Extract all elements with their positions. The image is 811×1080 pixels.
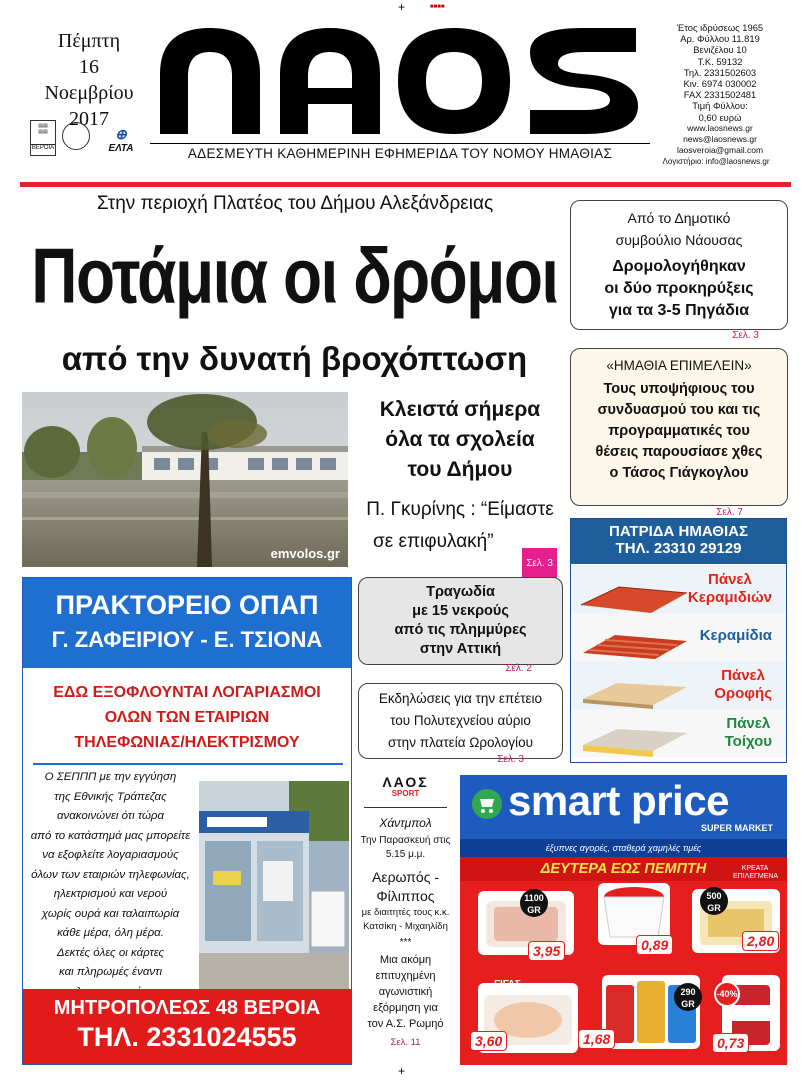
opap-body-line: κάθε μέρα, όλη μέρα. [57,927,164,939]
opap-message-line: ΟΛΩΝ ΤΩΝ ΕΤΑΙΡΙΩΝ [104,709,270,726]
sport-line: 5.15 μ.μ. [385,849,426,860]
opap-message-line: ΕΔΩ ΕΞΟΦΛΟΥΝΤΑΙ ΛΟΓΑΡΙΑΣΜΟΙ [53,684,321,701]
opap-message-line: ΤΗΛΕΦΩΝΙΑΣ/ΗΛΕΚΤΡΙΣΜΟΥ [74,734,300,751]
ceiling-panel-icon [579,665,689,713]
polytechnic-events-box [358,683,563,765]
store-photo-image [199,781,349,991]
attica-tragedy-box [358,577,563,674]
issue-year: 2017 [69,108,109,130]
imathia-title: Τους υποψήφιους του [603,381,755,397]
schools-line: όλα τα σχολεία [385,428,535,451]
sport-referees: με διαιτητές τους κ.κ. [361,907,450,918]
naousa-story-box [570,200,788,341]
opap-header [23,578,351,668]
schools-line: του Δήμου [407,458,513,481]
opap-advertisement [22,577,352,1065]
sport-match: Φίλιππος [376,888,435,904]
page-ref: Σελ. 7 [716,507,743,518]
info-line: Έτος ιδρύσεως 1965 [676,22,764,33]
opap-body-text [23,768,198,1002]
discount-badge: -40% [714,981,740,1007]
issue-date [34,28,144,132]
smart-price-category: ΚΡΕΑΤΑ ΕΠΙΛΕΓΜΕΝΑ [733,865,779,880]
lead-subhead: από την δυνατή βροχόπτωση [61,340,528,377]
info-line: Τ.Κ. 59132 [697,55,743,67]
opap-contact [23,989,351,1064]
naousa-kicker: συμβούλιο Νάουσας [615,232,743,248]
info-line: Τηλ. 2331502603 [683,66,757,78]
wall-panel-icon [579,711,689,761]
product-weight: 1100 GR [520,889,548,917]
info-line: news@laosnews.gr [683,134,757,145]
panel-roof-tiles-icon [579,571,689,619]
smart-price-days: ΔΕΥΤΕΡΑ ΕΩΣ ΠΕΜΠΤΗ [460,857,787,881]
elta-logo: ⊕ ΕΛΤΑ [108,126,134,154]
publisher-info [655,22,785,168]
opap-body-line: ανακοινώνει ότι τώρα [56,810,165,822]
smart-price-sub: SUPER MARKET [700,823,773,833]
sport-line: τον Α.Σ. Ρωμηό [367,1018,444,1030]
imathia-kicker: «ΗΜΑΘΙΑ ΕΠΙΜΕΛΕΙΝ» [606,358,752,373]
imathia-title: θέσεις παρουσίασε χθες [595,444,763,460]
info-line: Βενιζέλου 10 [693,44,747,56]
roof-ad-phone: ΤΗΛ. 23310 29129 [615,540,742,557]
roof-ad-item-label: Πάνελ Τοίχου [724,715,772,750]
page-ref: Σελ. 11 [390,1037,421,1048]
mayor-quote [355,494,565,569]
opap-divider [33,763,343,765]
info-line: FAX 2331502481 [683,89,757,101]
product-weight: 290 GR [674,983,702,1011]
naousa-title: για τα 3-5 Πηγάδια [608,302,750,319]
info-line: Τιμή Φύλλου: [692,100,748,112]
smart-price-brand: smart price [508,777,729,824]
naousa-kicker: Από το Δημοτικό [627,210,731,226]
photo-credit: emvolos.gr [270,546,340,561]
newspaper-logo [152,22,648,140]
imathia-title: προγραμματικές του [608,423,750,439]
schools-line: Κλειστά σήμερα [379,398,541,421]
tragedy-line: Τραγωδία [426,584,495,600]
publisher-badges [30,118,150,160]
info-line: Λογιστήριο: info@laosnews.gr [662,157,770,167]
tagline: ΑΔΕΣΜΕΥΤΗ ΚΑΘΗΜΕΡΙΝΗ ΕΦΗΜΕΡΙΔΑ ΤΟΥ ΝΟΜΟΥ ΗΜΑΘΙΑΣ [187,146,613,161]
opap-address: ΜΗΤΡΟΠΟΛΕΩΣ 48 ΒΕΡΟΙΑ [53,997,321,1019]
opap-body-line: Δεκτές όλες οι κάρτες [56,946,165,959]
roof-ad-row [571,709,786,757]
opap-body-line: όλων των εταιριών τηλεφωνίας, [31,868,190,881]
roof-ad-item-label: Κεραμίδια [699,627,772,644]
opap-body-line: Ο ΣΕΠΠΠ με την εγγύηση [44,771,177,783]
sport-line: αγωνιστική [378,986,433,998]
tragedy-line: με 15 νεκρούς [412,603,509,619]
info-line: Αρ. Φύλλου 11.819 [680,33,760,45]
product-price: 0,73 [712,1033,749,1053]
info-line: www.laosnews.gr [687,122,753,133]
issue-date-number: 16 [79,56,99,78]
smart-price-advertisement [460,775,787,1065]
opap-body-line: να εξοφλείτε λογαριασμούς [42,849,179,861]
opap-phone: ΤΗΛ. 2331024555 [77,1022,297,1052]
product-price: 2,80 [742,931,779,951]
product-price: 3,95 [528,941,565,961]
flood-photo-image [22,392,348,567]
badge-verria: ▤▤ ▤▤ ΒΕΡΟΙΑ [30,120,56,156]
sport-line: Μια ακόμη [379,954,432,966]
opap-body-line: από το κατάστημά μας μπορείτε [30,829,191,842]
flood-photo [22,392,348,567]
roof-panel-advertisement [570,518,787,763]
page-ref: Σελ. 3 [732,330,759,341]
sport-line: Την Παρασκευή στις [360,835,451,846]
quote-line: Π. Γκυρίνης : “Είμαστε [366,499,554,520]
masthead-rule [20,182,791,187]
schools-closed-headline [355,395,565,485]
info-line: laosveroia@gmail.com [676,145,764,156]
info-line: Κιν. 6974 030002 [683,78,757,90]
imathia-title: συνδυασμού του και τις [597,402,761,418]
sport-logo: ΛΑΟΣ [382,774,429,790]
tragedy-line: από τις πλημμύρες [394,622,527,638]
roof-ad-item-label: Πάνελ Οροφής [714,667,772,702]
product-price: 3,60 [470,1031,507,1051]
page-ref: Σελ. 2 [505,663,532,674]
product-weight: 500 GR [700,887,728,915]
opap-body-line: ηλεκτρισμού και νερού [53,888,168,900]
sport-line: επιτυχημένη [375,970,436,982]
polytechnic-line: στην πλατεία Ωρολογίου [388,735,533,750]
smart-price-banner [460,775,787,839]
imathia-title: ο Τάσος Γιάγκογλου [609,465,749,481]
product-weight: ΓΙΓΑΣ [494,979,521,990]
imathia-story-box [570,348,788,518]
roof-ad-header [571,519,786,564]
opap-store-photo [199,781,349,991]
registration-mark-bottom: + [398,1064,406,1078]
sport-section: Χάντμπολ [379,816,432,830]
roof-ad-row [571,661,786,709]
smart-price-slogan: έξυπνες αγορές, σταθερά χαμηλές τιμές [460,839,787,857]
opap-body-line: και πληρωμές έναντι [58,966,162,978]
roof-ad-row [571,613,786,661]
sport-separator: *** [399,937,412,948]
opap-body-line: χωρίς ουρά και ταλαιπωρία [41,907,180,920]
opap-title: ΠΡΑΚΤΟΡΕΙΟ ΟΠΑΠ [55,590,319,620]
lead-headline: Ποτάμια οι δρόμοι [31,231,558,320]
roof-ad-title: ΠΑΤΡΙΔΑ ΗΜΑΘΙΑΣ [609,523,748,540]
logo-wordmark [152,22,648,140]
quote-line: σε επιφυλακή” [373,531,494,552]
sport-line: εξόρμηση για [373,1002,438,1014]
page-ref: Σελ. 3 [522,548,557,580]
opap-owners: Γ. ΖΑΦΕΙΡΙΟΥ - Ε. ΤΣΙΟΝΑ [51,627,323,652]
sport-column [358,775,453,1065]
naousa-title: οι δύο προκηρύξεις [604,280,754,297]
roof-ad-row [571,565,786,613]
polytechnic-line: του Πολυτεχνείου αύριο [390,713,531,728]
sport-match: Αερωπός - [371,869,440,885]
color-bar: ■■■■ [430,4,445,10]
sport-label: SPORT [391,789,420,798]
opap-message [23,668,351,755]
cart-icon [472,789,502,819]
roof-tiles-icon [579,617,689,665]
naousa-title: Δρομολογήθηκαν [612,258,746,275]
issue-month: Νοεμβρίου [44,82,134,104]
product-price: 0,89 [636,935,673,955]
polytechnic-line: Εκδηλώσεις για την επέτειο [378,691,543,706]
page-ref: Σελ. 3 [497,754,524,765]
info-line: 0,60 ευρώ [698,111,742,123]
product-price: 1,68 [578,1029,615,1049]
sport-referees: Κατσίκη - Μιχαηλίδη [363,921,448,932]
roof-ad-item-label: Πάνελ Κεραμιδιών [687,571,772,606]
lead-kicker: Στην περιοχή Πλατέος του Δήμου Αλεξάνδρειας [96,193,494,214]
tragedy-line: στην Αττική [419,641,502,657]
opap-body-line: της Εθνικής Τράπεζας [54,790,167,803]
seal-icon [62,122,90,150]
issue-day: Πέμπτη [57,30,121,52]
sport-divider [364,807,447,808]
tagline-rule [150,143,650,144]
registration-mark-top: + [398,0,406,14]
